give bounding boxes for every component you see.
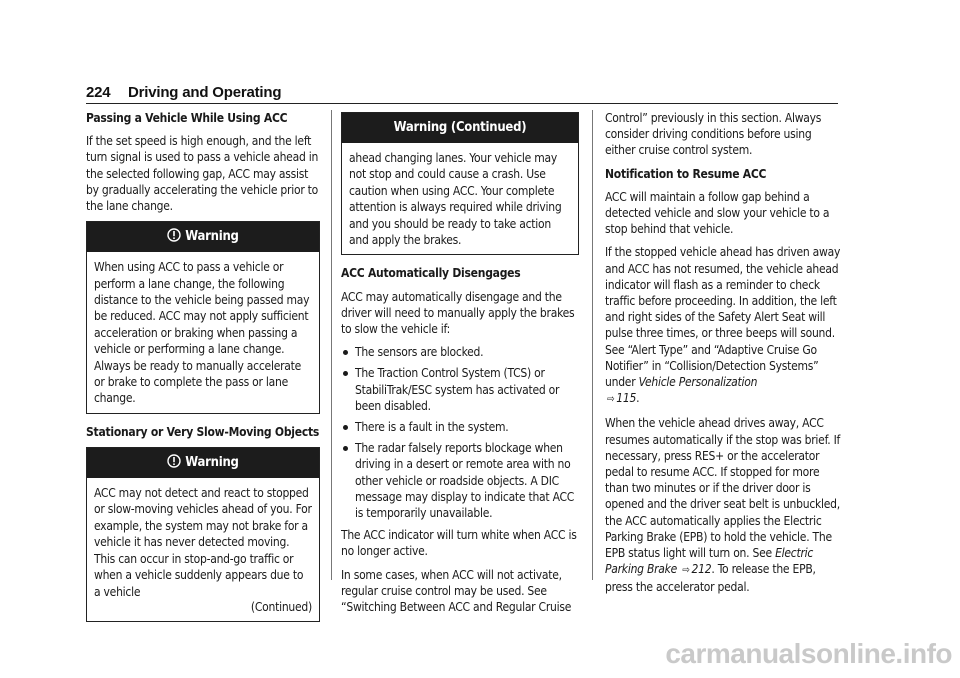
page-header — [86, 84, 838, 104]
electric-parking-brake-link[interactable]: Electric Parking Brake — [605, 546, 814, 577]
warning-box-pass — [86, 221, 320, 414]
some-cases-paragraph: In some cases, when ACC will not activate, regular cruise control may be used. See “Switching Between ACC and Regular Cruise — [341, 567, 572, 615]
disengage-heading: ACC Automatically Disengages — [341, 266, 521, 281]
release-text: To release the EPB, press the accelerator pedal. — [605, 562, 816, 595]
column-2 — [341, 110, 579, 622]
continued-label: (Continued) — [250, 599, 312, 614]
warning-header — [87, 448, 319, 478]
page-ref-115[interactable]: 115 — [616, 391, 637, 406]
warning-text-container — [87, 478, 319, 621]
driven-away-text: If the stopped vehicle ahead has driven away and ACC has not resumed, the vehicle ahead indicator will flash as a reminder to check traffic before proceeding. In addition, the left and right sides of the Safety Alert Seat will pulse three times, or three beeps will sound. See “Alert Type” and “Adaptive Cruise Go Notifier” in “Collision/Detection Systems” under — [605, 245, 841, 390]
warning-title: Warning — [185, 229, 239, 245]
column-3 — [605, 110, 841, 603]
column-divider — [331, 110, 332, 580]
column-1 — [86, 110, 320, 632]
stationary-heading: Stationary or Very Slow-Moving Objects — [86, 424, 320, 439]
watermark: carmanualsonline.info — [665, 638, 952, 669]
notification-paragraph: ACC will maintain a follow gap behind a detected vehicle and slow your vehicle to a stop behind that vehicle. — [605, 189, 830, 237]
list-item: The sensors are blocked. — [341, 344, 579, 360]
warning-text: ahead changing lanes. Your vehicle may not stop and could cause a crash. Use caution when using ACC. Your complete attention is always required while driving and you should be ready to take action and apply the brakes. — [349, 151, 562, 248]
page-ref-212[interactable]: 212 — [691, 562, 712, 577]
warning-text: When using ACC to pass a vehicle or perform a lane change, the following distance to the vehicle being passed may be reduced. ACC may not apply sufficient acceleration or braking when passing a vehicle or performing a lane change. Always be ready to manually accelerate or brake to complete the pass or lane change. — [94, 260, 310, 406]
section-title: Driving and Operating — [128, 84, 282, 101]
vehicle-personalization-link[interactable]: Vehicle Personalization — [638, 375, 758, 390]
warning-box-stationary — [86, 447, 320, 622]
driven-away-paragraph: If the stopped vehicle ahead has driven away and ACC has not resumed, the vehicle ahead indicator will flash as a reminder to check traffic before proceeding. In addition, the left and right sides of the Safety Alert Seat will pulse three times, or three beeps will sound. See “Alert Type” and “Adaptive Cruise Go Notifier” in “Collision/Detection Systems” under Vehicle Personalization ⇨ 115. — [605, 245, 841, 406]
page-ref-arrow-icon: ⇨ — [682, 565, 690, 577]
warning-title: Warning — [185, 455, 239, 471]
warning-header — [87, 222, 319, 252]
passing-paragraph: If the set speed is high enough, and the left turn signal is used to pass a vehicle ahead in the selected following gap, ACC may assist by gradually accelerating the vehicle prior to the lane change. — [86, 134, 319, 214]
resume-paragraph: When the vehicle ahead drives away, ACC resumes automatically if the stop was brief. If necessary, press RES+ or the accelerator pedal to resume ACC. If stopped for more than two minutes or if the driver door is opened and the driver seat belt is unbuckled, the ACC automatically applies the Electric Parking Brake (EPB) to hold the vehicle. The EPB status light will turn on. See Electric Parking Brake ⇨ 212. To release the EPB, press the accelerator pedal. — [605, 416, 841, 595]
list-item: The radar falsely reports blockage when driving in a desert or remote area with no other vehicle or roadside objects. A DIC message may display to indicate that ACC is temporarily unavailable. — [341, 440, 579, 521]
warning-box-continued — [341, 112, 579, 255]
column-divider — [592, 110, 593, 580]
warning-header: Warning (Continued) — [342, 113, 578, 143]
disengage-list — [341, 344, 579, 521]
warning-icon — [167, 454, 181, 468]
list-item: The Traction Control System (TCS) or StabiliTrak/ESC system has activated or been disabled. — [341, 365, 579, 414]
resume-text: When the vehicle ahead drives away, ACC resumes automatically if the stop was brief. If necessary, press RES+ or the accelerator pedal to resume ACC. If stopped for more than two minutes or if the driver door is opened and the driver seat belt is unbuckled, the ACC automatically applies the Electric Parking Brake (EPB) to hold the vehicle. The EPB status light will turn on. See — [605, 416, 841, 561]
list-item: There is a fault in the system. — [341, 419, 579, 435]
notification-heading: Notification to Resume ACC — [605, 166, 767, 181]
disengage-paragraph: ACC may automatically disengage and the driver will need to manually apply the brakes to slow the vehicle if: — [341, 289, 575, 337]
page-ref-arrow-icon: ⇨ — [607, 394, 615, 406]
warning-icon — [167, 228, 181, 242]
page-number: 224 — [86, 84, 111, 101]
continued-paragraph: Control” previously in this section. Always consider driving conditions before using either cruise control system. — [605, 111, 822, 158]
header-rule — [86, 103, 838, 104]
warning-text: ACC may not detect and react to stopped or slow-moving vehicles ahead of you. For example, the system may not brake for a vehicle it has never detected moving. This can occur in stop-and-go traffic or when a vehicle suddenly appears due to a vehicle — [94, 486, 312, 599]
indicator-paragraph: The ACC indicator will turn white when ACC is no longer active. — [341, 528, 577, 559]
passing-heading: Passing a Vehicle While Using ACC — [86, 111, 288, 125]
